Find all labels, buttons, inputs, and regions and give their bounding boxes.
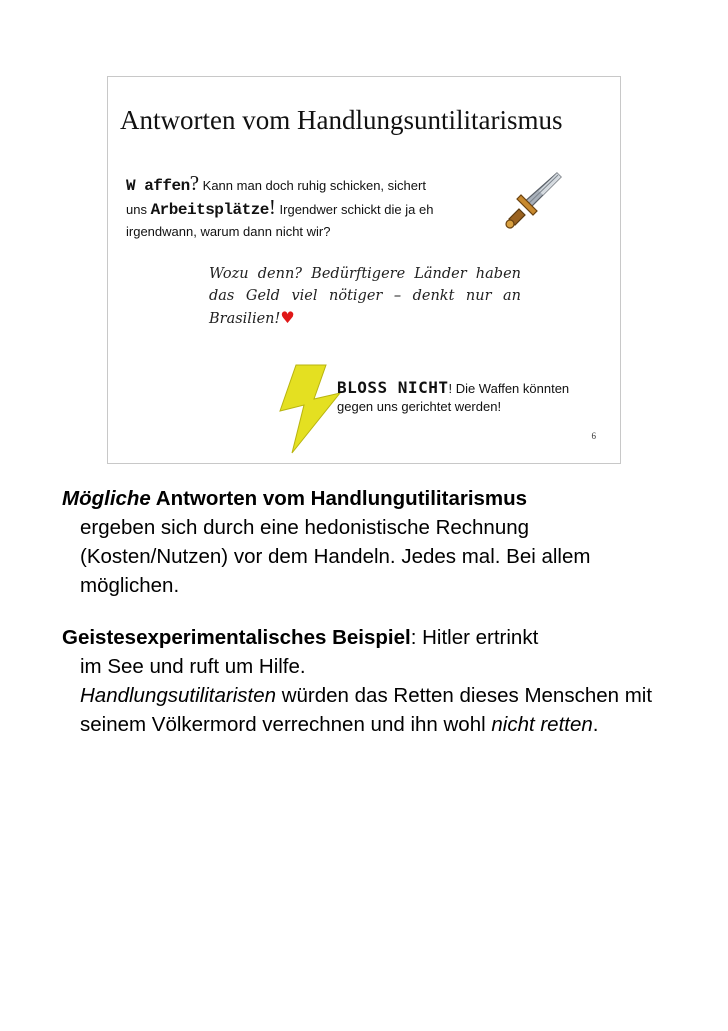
sword-icon (503, 169, 563, 231)
slide-page-number: 6 (591, 431, 596, 441)
p2-end: . (592, 713, 599, 736)
arbeit-exclamation: ! (268, 195, 276, 219)
bloss-nicht-keyword: BLOSS NICHT (337, 378, 449, 397)
p2-line2: im See und ruft um Hilfe. (80, 655, 306, 678)
p2-line1-rest: : Hitler ertrinkt (410, 626, 539, 649)
arbeit-prefix: uns (126, 202, 151, 217)
p1-italic: Mögliche (62, 487, 151, 510)
p2-mid: würden das Retten dieses Menschen mit seinem Völkermord verrechnen und ihn wohl (80, 684, 653, 736)
bloss-paragraph (337, 379, 607, 416)
arbeit-text: Irgendwer schickt die ja eh (275, 202, 434, 217)
wozu-paragraph (209, 263, 521, 330)
waffen-paragraph (126, 173, 506, 242)
p2-bold: Geistesexperimentalisches Beispiel (62, 626, 411, 649)
arbeitsplaetze-keyword: Arbeitsplätze (150, 201, 269, 219)
waffen-question-mark: ? (189, 171, 200, 195)
waffen-text: Kann man doch ruhig schicken, sichert (199, 178, 426, 193)
p2-italic-1: Handlungsutilitaristen (80, 684, 277, 707)
slide-title: Antworten vom Handlungsuntilitarismus (120, 105, 563, 135)
p1-rest: ergeben sich durch eine hedonistische Rechnung (Kosten/Nutzen) vor dem Handeln. Jedes mal. Bei allem möglichen. (80, 516, 591, 597)
p2-italic-2: nicht retten (491, 713, 593, 736)
slide-frame (107, 76, 621, 464)
p2-continuation (62, 652, 662, 739)
p1-bold: Antworten vom Handlungutilitarismus (150, 487, 528, 510)
waffen-keyword: W affen (126, 177, 190, 195)
bloss-text: ! Die Waffen könnten gegen uns gerichtet werden! (337, 381, 570, 414)
wozu-text: Wozu denn? Bedürftigere Länder haben das Geld viel nötiger – denkt nur an Brasilien! (209, 266, 521, 327)
heart-icon: ♥ (280, 308, 295, 327)
body-paragraph-1 (62, 484, 662, 600)
lightning-bolt-icon (278, 363, 344, 455)
body-paragraph-2 (62, 623, 662, 739)
waffen-line3: irgendwann, warum dann nicht wir? (126, 224, 331, 239)
